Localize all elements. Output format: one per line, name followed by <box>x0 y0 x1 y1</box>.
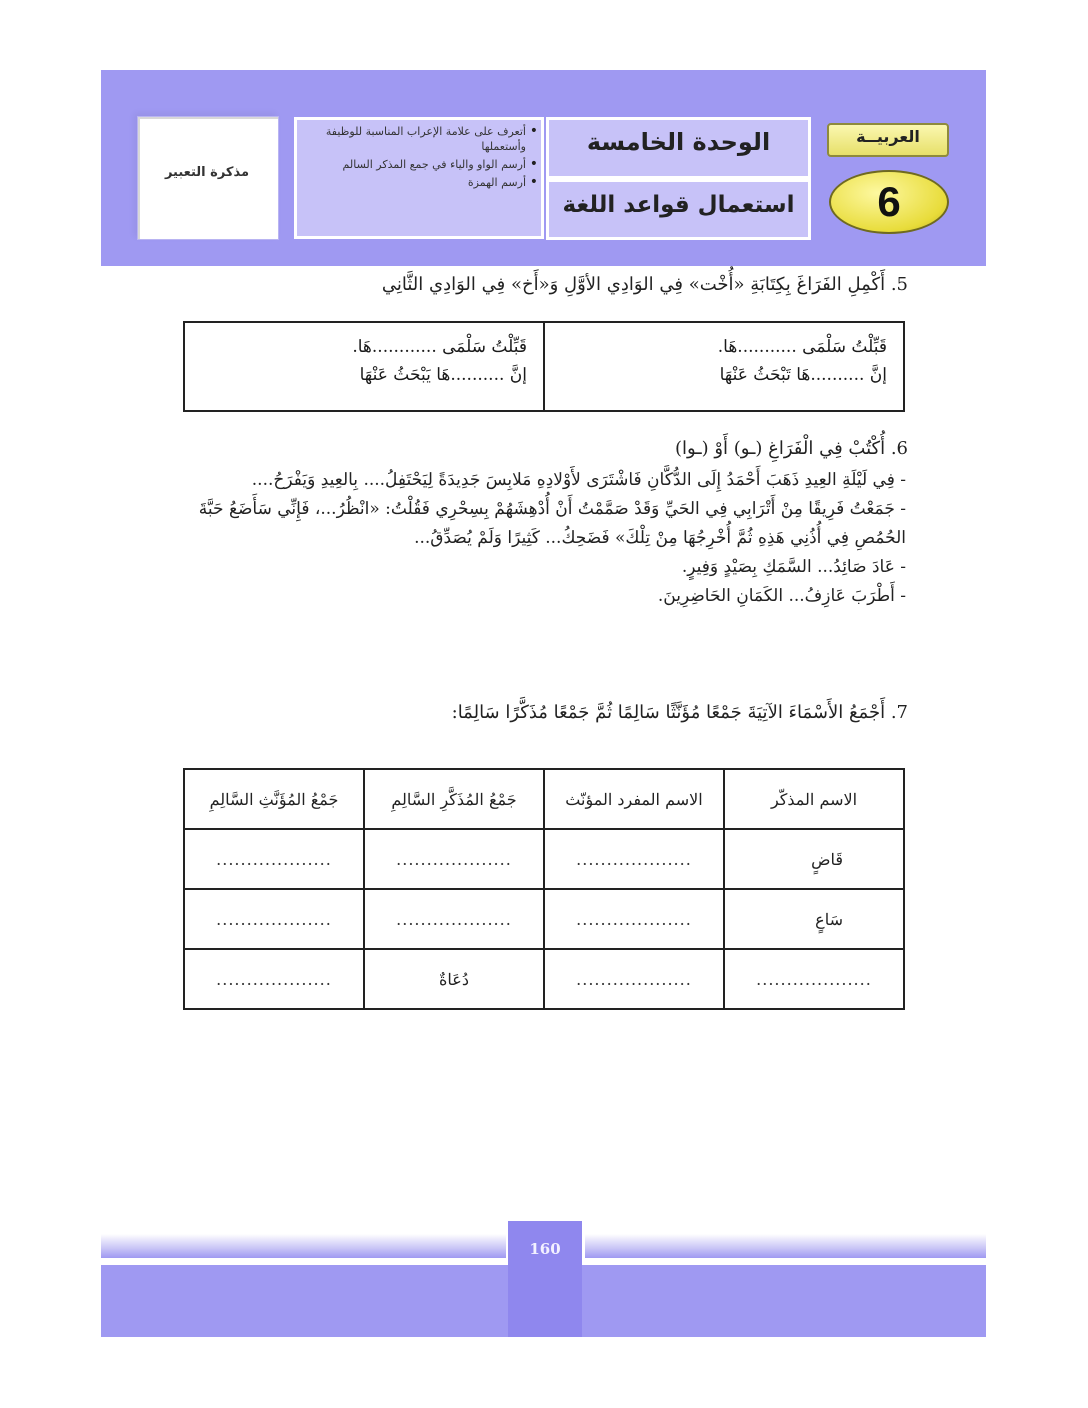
exercise-5-line: إنَّ ..........هَا تَبْحَثُ عَنْهَا <box>719 365 887 385</box>
table-cell: ................... <box>724 949 904 1009</box>
objective-item: • أرسم الواو والياء في جمع المذكر السالم <box>298 157 540 172</box>
table-cell: دُعَاةٌ <box>364 949 544 1009</box>
exercise-6-sentence: - جَمَعْتُ فَرِيقًا مِنْ أَتْرَابِي فِي الحَيِّ وَقَدْ صَمَّمْتُ أَنْ أُدْهِشَهُمْ بِسِحْرِي فَقُلْتُ: «انْظُرُ...، فَإِنِّي سَأَضَعُ حَبَّةَ الحُمُصِ فِي أُذُنِي هَذِهِ ثُمَّ أُخْرِجُهَا مِنْ تِلْكَ» فَضَحِكُ... كَثِيرًا وَلَمْ يُصَدِّقُ... <box>198 499 906 548</box>
unit-title: الوحدة الخامسة <box>586 128 771 156</box>
table-header-row <box>184 769 904 829</box>
lesson-number: 6 <box>877 178 901 225</box>
page-number: 160 <box>529 1240 561 1258</box>
table-cell: ................... <box>184 829 364 889</box>
exercise-6-title: 6. أُكْتُبْ فِي الْفَرَاغِ (ـو) أَوْ (ـوا) <box>675 438 908 459</box>
exercise-6-body <box>186 466 906 611</box>
column-header: جَمْعُ المُؤَنَّثِ السَّالِمِ <box>184 769 364 829</box>
exercise-6-sentence: - أَطْرَبَ عَازِفُ... الكَمَانِ الحَاضِرِينَ. <box>657 586 906 606</box>
table-row <box>184 829 904 889</box>
exercise-5-line: قَبِّلْتُ سَلْمَى ............هَا. <box>352 337 527 357</box>
exercise-7-table <box>183 768 905 1010</box>
notes-label: مذكرة التعبير <box>164 165 250 180</box>
exercise-5-title: 5. أَكْمِلِ الفَرَاغَ بِكِتَابَةِ «أُخْت» فِي الوَادِي الأوَّلِ وَ«أَخ» فِي الوَادِي الثَّانِي <box>381 274 908 295</box>
exercise-5-cell-sister <box>545 323 903 410</box>
footer-rule-right <box>585 1234 986 1258</box>
exercise-5-cell-brother <box>185 323 545 410</box>
table-cell: ................... <box>544 949 724 1009</box>
exercise-5-line: قَبِّلْتُ سَلْمَى ...........هَا. <box>717 337 887 357</box>
exercise-5-table <box>183 321 905 412</box>
column-header: جَمْعُ المُذَكَّرِ السَّالِمِ <box>364 769 544 829</box>
table-cell: ................... <box>544 829 724 889</box>
table-cell: ................... <box>364 889 544 949</box>
column-header: الاسم المذكّر <box>724 769 904 829</box>
page-number-box <box>508 1221 582 1337</box>
exercise-5-line: إنَّ ..........هَا يَبْحَثُ عَنْهَا <box>359 365 527 385</box>
table-cell: ................... <box>184 949 364 1009</box>
objectives-list <box>298 124 540 193</box>
exercise-7-title: 7. أَجْمَعُ الأَسْمَاءَ الآتِيَةَ جَمْعًا مُؤَنَّثًا سَالِمًا ثُمَّ جَمْعًا مُذَكَّرًا سَالِمًا: <box>451 702 908 723</box>
objective-item: • أرسم الهمزة <box>298 175 540 190</box>
table-row <box>184 949 904 1009</box>
exercise-6-sentence: - فِي لَيْلَةِ العِيدِ ذَهَبَ أَحْمَدُ إِلَى الدُّكَّانِ فَاشْتَرَى لأَوْلادِهِ مَلابِسَ جَدِيدَةً لِيَحْتَفِلُ.... بِالعِيدِ وَيَفْرَحُ.... <box>251 470 906 490</box>
table-cell: قَاضٍ <box>724 829 904 889</box>
table-cell: ................... <box>184 889 364 949</box>
footer-rule-left <box>101 1234 506 1258</box>
table-cell: ................... <box>544 889 724 949</box>
table-cell: سَاعٍ <box>724 889 904 949</box>
objective-item: • أتعرف على علامة الإعراب المناسبة للوظيفة وأستعملها <box>298 124 540 154</box>
column-header: الاسم المفرد المؤنّث <box>544 769 724 829</box>
table-row <box>184 889 904 949</box>
subject-label: العربيــة <box>856 127 920 146</box>
exercise-6-sentence: - عَادَ صَائِدُ... السَّمَكِ بِصَيْدٍ وَفِيرٍ. <box>681 557 906 577</box>
table-cell: ................... <box>364 829 544 889</box>
topic-title: استعمال قواعد اللغة <box>562 192 795 218</box>
